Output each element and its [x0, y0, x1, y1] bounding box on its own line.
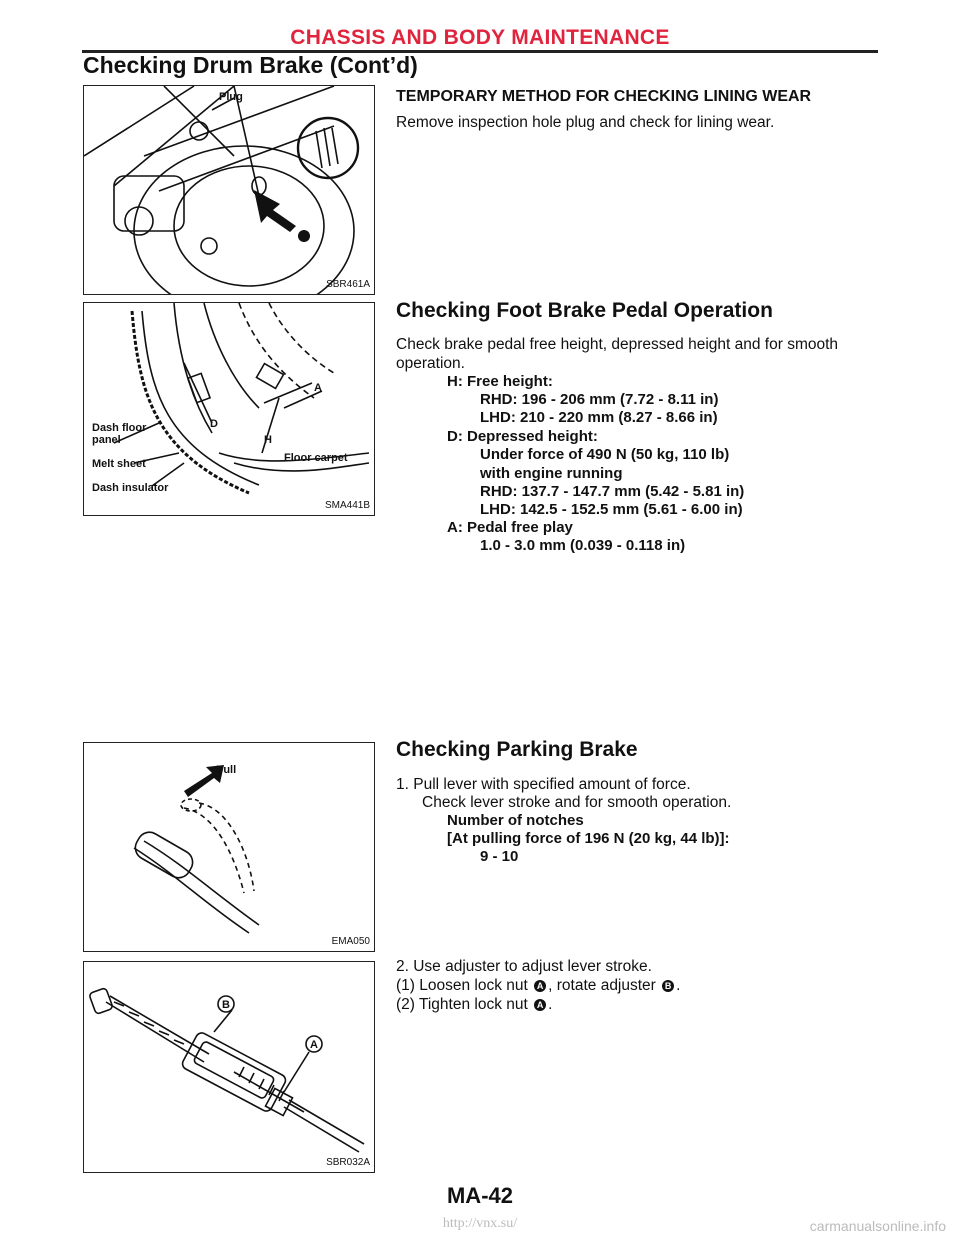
- dash-floor-label: Dash floor: [92, 422, 147, 434]
- spec-line: A: Pedal free play: [447, 519, 573, 536]
- pedal-title: Checking Foot Brake Pedal Operation: [396, 299, 773, 322]
- parking-title: Checking Parking Brake: [396, 738, 638, 761]
- parking-lever-illustration: [84, 743, 374, 951]
- badge-a: A: [534, 999, 546, 1011]
- plug-label: Plug: [219, 91, 243, 103]
- lining-text: Remove inspection hole plug and check for lining wear.: [396, 114, 775, 131]
- step-2: 2. Use adjuster to adjust lever stroke.: [396, 958, 652, 975]
- badge-b: B: [662, 980, 674, 992]
- step-2b-text: (2) Tighten lock nut: [396, 996, 528, 1013]
- step-1: 1. Pull lever with specified amount of force.: [396, 776, 691, 793]
- page-number: MA-42: [446, 1183, 513, 1208]
- spec-line: D: Depressed height:: [447, 428, 598, 445]
- a-label: A: [310, 1039, 318, 1051]
- spec-line: RHD: 137.7 - 147.7 mm (5.42 - 5.81 in): [480, 483, 745, 500]
- melt-sheet-label: Melt sheet: [92, 458, 146, 470]
- spec-line: with engine running: [480, 465, 623, 482]
- spec-line: 1.0 - 3.0 mm (0.039 - 0.118 in): [480, 537, 686, 554]
- figure-drum-brake: [83, 85, 375, 295]
- step-2a-mid: , rotate adjuster: [548, 977, 656, 994]
- figure-adjuster: [83, 961, 375, 1173]
- h-label: H: [264, 434, 272, 446]
- badge-a: A: [534, 980, 546, 992]
- d-label: D: [210, 418, 218, 430]
- chapter-title: CHASSIS AND BODY MAINTENANCE: [290, 26, 670, 49]
- period: .: [676, 977, 681, 994]
- lining-title: TEMPORARY METHOD FOR CHECKING LINING WEAR: [396, 88, 812, 105]
- pedal-intro: Check brake pedal free height, depressed height and for smooth operation.: [396, 336, 839, 372]
- step-1-sub: Check lever stroke and for smooth operation.: [422, 794, 732, 811]
- brake-pedal-illustration: [84, 303, 374, 515]
- a-label: A: [314, 382, 322, 394]
- figure-code: EMA050: [331, 936, 370, 947]
- spec-value: 9 - 10: [480, 848, 519, 865]
- dash-insulator-label: Dash insulator: [92, 482, 169, 494]
- spec-line: LHD: 210 - 220 mm (8.27 - 8.66 in): [480, 409, 718, 426]
- figure-code: SBR461A: [326, 279, 370, 290]
- panel-label: panel: [92, 434, 121, 446]
- spec-line: LHD: 142.5 - 152.5 mm (5.61 - 6.00 in): [480, 501, 743, 518]
- spec-line: Under force of 490 N (50 kg, 110 lb): [480, 446, 730, 463]
- period: .: [548, 996, 553, 1013]
- step-2b: [396, 996, 552, 1015]
- figure-code: SMA441B: [324, 500, 370, 511]
- section-title: Checking Drum Brake (Cont’d): [83, 52, 418, 78]
- figure-code: SBR032A: [326, 1157, 370, 1168]
- floor-carpet-label: Floor carpet: [284, 452, 348, 464]
- b-label: B: [222, 999, 230, 1011]
- pull-label: Pull: [216, 764, 237, 776]
- figure-brake-pedal: [83, 302, 375, 516]
- spec-title: Number of notches: [447, 812, 584, 829]
- spec-line: H: Free height:: [447, 373, 553, 390]
- step-2a: [396, 977, 680, 996]
- footer-link[interactable]: http://vnx.su/: [442, 1216, 518, 1231]
- adjuster-illustration: [84, 962, 374, 1172]
- watermark: carmanualsonline.info: [809, 1218, 946, 1234]
- spec-cond: [At pulling force of 196 N (20 kg, 44 lb)]:: [447, 830, 730, 847]
- step-2a-text: (1) Loosen lock nut: [396, 977, 528, 994]
- figure-parking-lever: [83, 742, 375, 952]
- spec-line: RHD: 196 - 206 mm (7.72 - 8.11 in): [480, 391, 719, 408]
- drum-brake-illustration: [84, 86, 374, 294]
